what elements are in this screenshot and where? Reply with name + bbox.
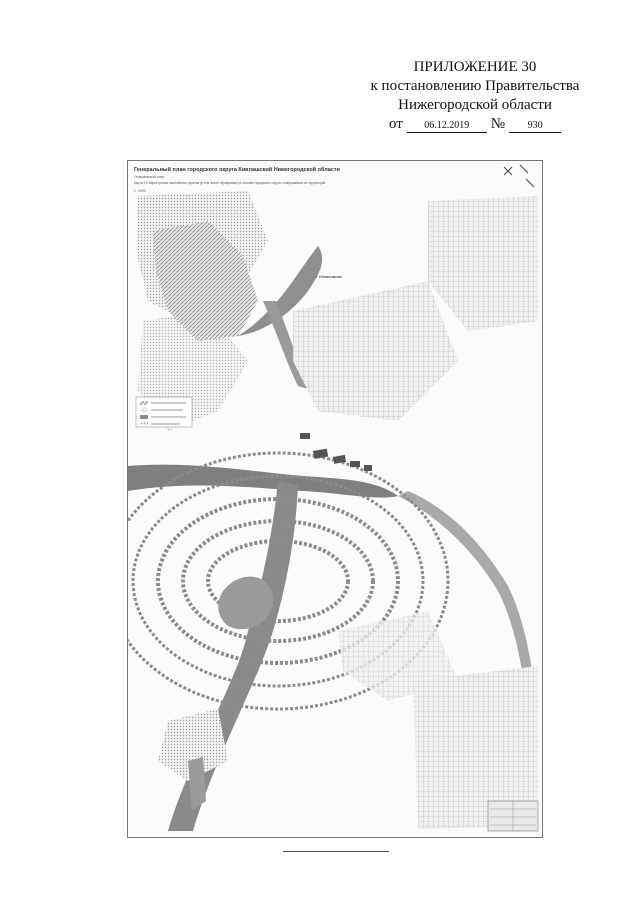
industrial-blocks xyxy=(300,433,372,471)
region-name: Нижегородской области xyxy=(398,97,552,113)
central-settlement xyxy=(293,281,458,421)
map-title: Генеральный план городского округа Кивлашский Нижегородской области xyxy=(134,167,340,173)
decree-date-row xyxy=(340,115,610,134)
map-drawing xyxy=(128,161,542,837)
decree-number: 930 xyxy=(509,120,561,133)
map-subtitle: Генеральный план xyxy=(134,175,165,179)
footer-rule xyxy=(283,851,389,852)
general-plan-map xyxy=(127,160,543,838)
place-label: г. Юманимово xyxy=(316,274,342,279)
appendix-title: ПРИЛОЖЕНИЕ 30 xyxy=(413,59,537,75)
legend xyxy=(136,397,192,427)
decree-reference: к постановлению Правительства xyxy=(370,78,580,94)
map-caption: Карта 2.5 Карта границ населённых пунктов (в том числе образуемых) в составе городского округа, совершаемых из территорий xyxy=(134,181,326,185)
north-settlement xyxy=(428,196,538,331)
number-label: № xyxy=(490,116,506,132)
main-river xyxy=(128,465,398,498)
appendix-header xyxy=(340,58,610,134)
from-label: от xyxy=(388,116,403,132)
north-marker xyxy=(504,165,534,187)
decree-date: 06.12.2019 xyxy=(407,120,487,133)
map-scale: 1 : 2000 xyxy=(134,189,146,193)
